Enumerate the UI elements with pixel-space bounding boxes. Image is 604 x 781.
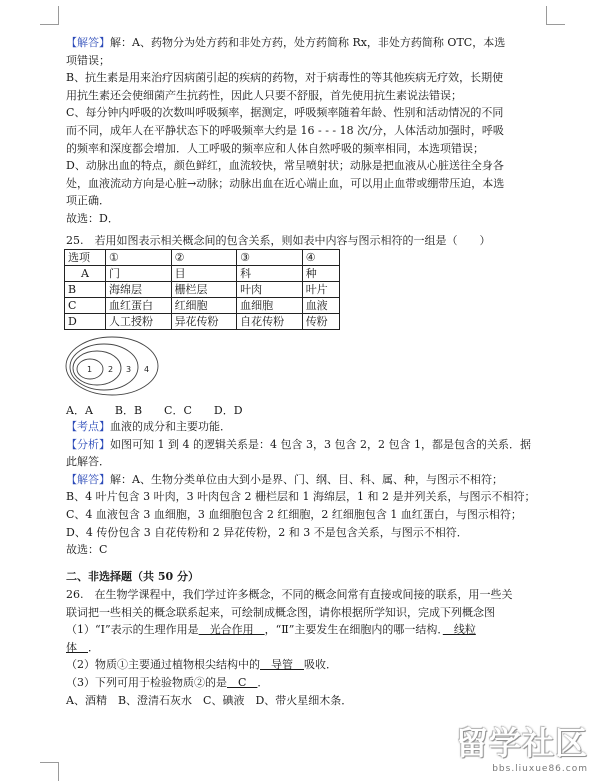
text-line: C、每分钟内呼吸的次数叫呼吸频率，据测定，呼吸频率随着年龄、性别和活动情况的不同 xyxy=(66,106,504,120)
table-row xyxy=(65,314,340,330)
options-table xyxy=(64,249,340,330)
answer-blank: 线粒 xyxy=(442,623,476,637)
section-heading: 二、非选择题（共 50 分） xyxy=(66,570,199,583)
watermark xyxy=(456,718,588,774)
table-header-row xyxy=(65,250,340,266)
table-cell: 叶肉 xyxy=(237,282,303,298)
table-cell: 门 xyxy=(106,266,172,282)
answer-tag: 【解答】 xyxy=(66,36,110,49)
watermark-url: bbs.liuxue86.com xyxy=(492,764,588,774)
table-cell: 科 xyxy=(237,266,303,282)
table-cell: 传粉 xyxy=(302,314,339,330)
table-cell: C xyxy=(65,298,106,314)
sub-question-2: （2）物质①主要通过植物根尖结构中的 导管 吸收． xyxy=(66,658,337,672)
table-cell: 叶片 xyxy=(302,282,339,298)
table-cell: 人工授粉 xyxy=(106,314,172,330)
analysis-tag: 【分析】 xyxy=(66,437,110,451)
answer-block-24 xyxy=(66,34,546,228)
text-line: B、4 叶片包含 3 叶肉，3 叶肉包含 2 栅栏层和 1 海绵层，1 和 2 是并列关系，与图示不相符； xyxy=(66,490,536,504)
text-line: 联词把一些相关的概念联系起来，可绘制成概念图，请你根据所学知识，完成下列概念图 xyxy=(66,605,495,619)
text-line: C、4 血液包含 3 血细胞，3 血细胞包含 2 红细胞，2 红细胞包含 1 血红蛋白，与图示相符； xyxy=(66,507,522,521)
answer-tag: 【解答】 xyxy=(66,472,110,486)
watermark-logo-text: 留学社区 xyxy=(455,724,588,762)
table-cell: D xyxy=(65,314,106,330)
sub-question-3-options: A、酒精 B、澄清石灰水 C、碘液 D、带火星细木条． xyxy=(66,693,353,707)
text-line: 项错误； xyxy=(66,53,110,67)
table-row xyxy=(65,266,340,282)
text-line: 此解答． xyxy=(66,455,110,469)
table-cell: B xyxy=(65,282,106,298)
table-cell: 血红蛋白 xyxy=(106,298,172,314)
ellipse-label-1: 1 xyxy=(87,365,93,374)
table-row xyxy=(65,282,340,298)
sub-question-3: （3）下列可用于检验物质②的是 C ． xyxy=(66,675,269,689)
answer-blank: 体 xyxy=(66,640,88,654)
table-cell: A xyxy=(65,266,106,282)
text-line: B、抗生素是用来治疗因病菌引起的疾病的药物，对于病毒性的等其他疾病无疗效，长期使 xyxy=(66,71,504,85)
table-cell: 血细胞 xyxy=(237,298,303,314)
table-header-cell: ④ xyxy=(302,250,339,266)
ellipse-label-3: 3 xyxy=(126,365,132,374)
table-cell: 自花传粉 xyxy=(237,314,303,330)
corner-mark-bottom-left xyxy=(40,762,59,781)
question-25-choices: A．A B．B C．C D．D xyxy=(66,404,243,417)
text-line: 用抗生素还会使细菌产生抗药性，因此人只要不舒服，首先使用抗生素说法错误； xyxy=(66,88,462,102)
table-cell: 种 xyxy=(302,266,339,282)
text-line: 的频率和深度都会增加．人工呼吸的频率应和人体自然呼吸的频率相同，本选项错误； xyxy=(66,141,484,155)
table-cell: 海绵层 xyxy=(106,282,172,298)
answer-blank: C xyxy=(227,675,258,689)
table-header-cell: ① xyxy=(106,250,172,266)
table-row xyxy=(65,298,340,314)
text-line: 【考点】血液的成分和主要功能． xyxy=(66,420,231,433)
corner-mark-top-left xyxy=(40,6,59,25)
corner-mark-top-right xyxy=(546,6,565,25)
table-header-cell: 选项 xyxy=(65,250,106,266)
table-header-cell: ② xyxy=(171,250,237,266)
question-26 xyxy=(66,586,546,709)
answer-choice-line: 故选：D． xyxy=(66,211,119,225)
answer-block-25 xyxy=(66,418,546,559)
sub-question-1: （1）“Ⅰ”表示的生理作用是 光合作用 ，“Ⅱ”主要发生在细胞内的哪一结构． 线粒 xyxy=(66,623,476,637)
nested-ellipses-diagram xyxy=(64,334,160,398)
question-25: 25. 若用如图表示相关概念间的包含关系，则如表中内容与图示相符的一组是（ ） xyxy=(66,234,491,247)
ellipse-label-4: 4 xyxy=(144,365,150,374)
sub-question-1-cont: 体 ． xyxy=(66,640,99,654)
table-cell: 异花传粉 xyxy=(171,314,237,330)
table-cell: 栅栏层 xyxy=(171,282,237,298)
text-line: D、4 传份包含 3 自花传粉和 2 异花传粉，2 和 3 不是包含关系，与图示不相符． xyxy=(66,525,468,539)
text-line: 项正确． xyxy=(66,194,110,208)
table-header-cell: ③ xyxy=(237,250,303,266)
text-line: 26. 在生物学课程中，我们学过许多概念，不同的概念间常有直接或间接的联系，用一些关 xyxy=(66,588,513,601)
text-line: 而不同，成年人在平静状态下的呼吸频率大约是 16 - - - 18 次/分，人体活动加强时，呼吸 xyxy=(66,123,504,137)
table-cell: 红细胞 xyxy=(171,298,237,314)
answer-blank: 导管 xyxy=(260,658,304,672)
table-cell: 目 xyxy=(171,266,237,282)
answer-choice-line: 故选：C xyxy=(66,543,108,557)
text-line: D、动脉出血的特点，颜色鲜红，血流较快，常呈喷射状；动脉是把血液从心脏送往全身各 xyxy=(66,159,504,173)
ellipse-2 xyxy=(73,351,121,385)
ellipse-label-2: 2 xyxy=(108,365,114,374)
table-cell: 血液 xyxy=(302,298,339,314)
text-line: 【解答】解：A、药物分为处方药和非处方药，处方药简称 Rx，非处方药简称 OTC，本选 xyxy=(66,36,506,49)
text-line: 处，血液流动方向是心脏→动脉；动脉出血在近心端止血，可以用止血带或绷带压迫，本选 xyxy=(66,176,505,190)
text-line: 【分析】如图可知 1 到 4 的逻辑关系是：4 包含 3，3 包含 2，2 包含 1，都是包含的关系．据 xyxy=(66,437,531,451)
answer-blank: 光合作用 xyxy=(198,623,265,637)
text-line: 【解答】解：A、生物分类单位由大到小是界、门、纲、目、科、属、种，与图示不相符； xyxy=(66,472,503,486)
point-tag: 【考点】 xyxy=(66,420,110,433)
